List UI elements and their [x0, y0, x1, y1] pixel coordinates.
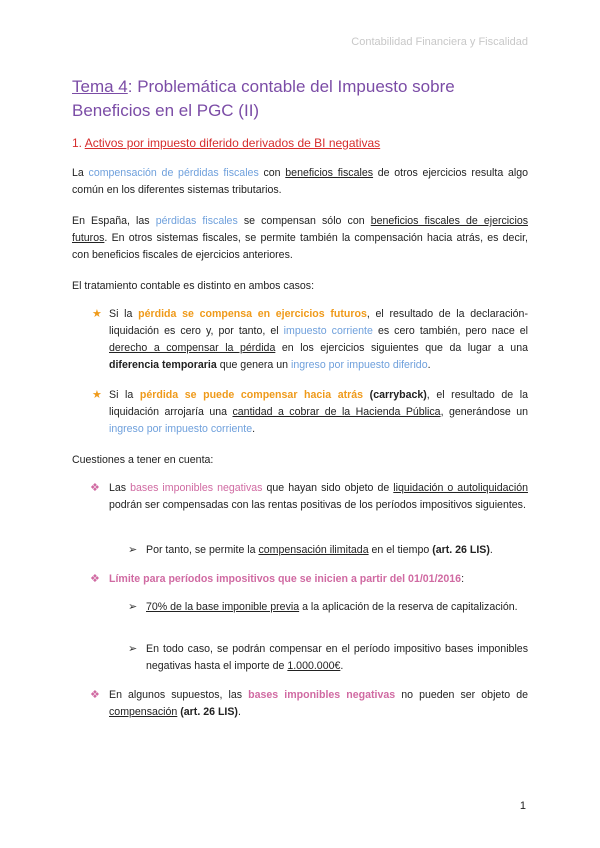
- paragraph-considerations: Cuestiones a tener en cuenta:: [72, 454, 214, 466]
- term-liquidacion: liquidación o autoliquidación: [393, 482, 528, 494]
- term-ingreso-diferido: ingreso por impuesto diferido: [290, 359, 428, 371]
- term-compensacion-ilimitada: compensación ilimitada: [258, 544, 369, 556]
- term-carryback: (carryback): [363, 389, 427, 401]
- term-compensacion-perdidas: compensación de pérdidas fiscales: [88, 167, 259, 179]
- term-bases-negativas-2: bases imponibles negativas: [248, 689, 396, 701]
- paragraph-compensation-intro: La compensación de pérdidas fiscales con beneficios fiscales de otros ejercicios resulta algo común en los diferentes sistemas tributarios.: [72, 167, 528, 196]
- term-art-26: (art. 26 LIS): [432, 544, 490, 556]
- term-derecho-compensar: derecho a compensar la pérdida: [109, 342, 276, 354]
- bullet-supuestos: En algunos supuestos, las bases imponibles negativas no pueden ser objeto de compensación (art. 26 LIS).: [109, 689, 529, 718]
- term-compensacion: compensación: [109, 706, 178, 718]
- paragraph-treatment: El tratamiento contable es distinto en ambos casos:: [72, 280, 315, 292]
- section-title: Activos por impuesto diferido derivados de BI negativas: [84, 136, 381, 150]
- arrow-icon: ➢: [128, 601, 138, 613]
- page-title: [72, 75, 532, 123]
- term-perdida-hacia-atras: pérdida se puede compensar hacia atrás: [139, 389, 364, 401]
- diamond-icon: ❖: [90, 482, 100, 494]
- running-header: Contabilidad Financiera y Fiscalidad: [351, 36, 528, 48]
- term-perdidas-fiscales: pérdidas fiscales: [155, 215, 238, 227]
- page-number: 1: [519, 800, 526, 812]
- bullet-carryback: Si la pérdida se puede compensar hacia atrás (carryback), el resultado de la liquidación arrojaría una cantidad a cobrar de la Hacienda Pública, generándose un ingreso por impuesto corriente.: [109, 389, 529, 435]
- term-1000000: 1.000.000€: [287, 660, 341, 672]
- term-impuesto-corriente: impuesto corriente: [283, 325, 373, 337]
- term-beneficios-fiscales: beneficios fiscales: [285, 167, 374, 179]
- title-topic-number: Tema 4: [72, 77, 128, 96]
- subbullet-70-percent: 70% de la base imponible previa a la aplicación de la reserva de capitalización.: [146, 601, 518, 613]
- term-art-26-2: (art. 26 LIS): [180, 706, 238, 718]
- term-bases-negativas: bases imponibles negativas: [130, 482, 263, 494]
- term-diferencia-temporaria: diferencia temporaria: [109, 359, 217, 371]
- section-heading: [72, 136, 380, 150]
- term-70-base: 70% de la base imponible previa: [146, 601, 300, 613]
- diamond-icon: ❖: [90, 573, 100, 585]
- term-perdida-futuros: pérdida se compensa en ejercicios futuros: [138, 308, 367, 320]
- arrow-icon: ➢: [128, 643, 138, 655]
- subbullet-importe: En todo caso, se podrán compensar en el período impositivo bases imponibles negativas hasta el importe de 1.000.000€.: [146, 643, 528, 672]
- star-icon: ★: [92, 389, 102, 401]
- term-limite: Límite para períodos impositivos que se inicien a partir del 01/01/2016: [109, 573, 462, 585]
- arrow-icon: ➢: [128, 544, 138, 556]
- subbullet-compensacion-ilimitada: Por tanto, se permite la compensación ilimitada en el tiempo (art. 26 LIS).: [146, 544, 493, 556]
- term-ingreso-corriente: ingreso por impuesto corriente: [109, 423, 253, 435]
- diamond-icon: ❖: [90, 689, 100, 701]
- term-cantidad-cobrar: cantidad a cobrar de la Hacienda Pública: [232, 406, 441, 418]
- star-icon: ★: [92, 308, 102, 320]
- bullet-bases-imponibles: Las bases imponibles negativas que hayan sido objeto de liquidación o autoliquidación podrán ser compensadas con las rentas positivas de los períodos impositivos siguientes.: [109, 482, 528, 511]
- bullet-limite: Límite para períodos impositivos que se inicien a partir del 01/01/2016:: [109, 573, 465, 585]
- paragraph-spain: En España, las pérdidas fiscales se compensan sólo con beneficios fiscales de ejercicios futuros. En otros sistemas fiscales, se permite también la compensación hacia atrás, es decir, con beneficios fiscales de ejercicios anteriores.: [72, 215, 529, 261]
- term-beneficios-futuros: beneficios fiscales de ejercicios futuros: [72, 215, 529, 244]
- section-number: 1.: [72, 136, 85, 150]
- bullet-future-compensation: Si la pérdida se compensa en ejercicios futuros, el resultado de la declaración-liquidación es cero y, por tanto, el impuesto corriente es cero también, pero nace el derecho a compensar la pérdida en los ejercicios siguientes que da lugar a una diferencia temporaria que genera un ingreso por impuesto diferido.: [109, 308, 528, 371]
- title-text: : Problemática contable del Impuesto sobre Beneficios en el PGC (II): [72, 77, 455, 120]
